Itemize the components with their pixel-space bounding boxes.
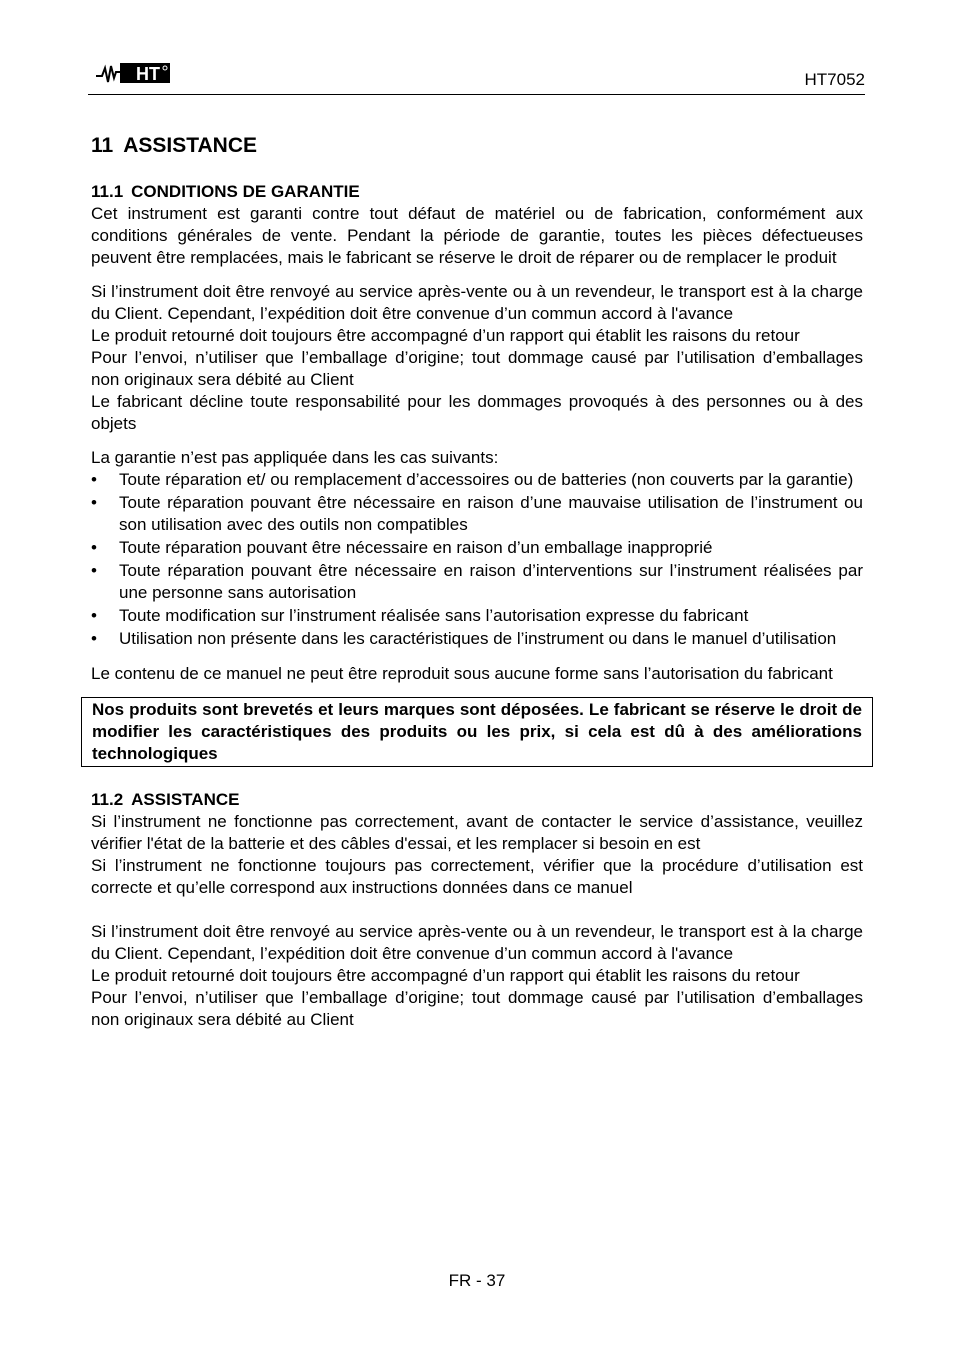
subsection-title-assistance: 11.2 ASSISTANCE: [91, 790, 240, 809]
subsection-title-warranty: 11.1 CONDITIONS DE GARANTIE: [91, 182, 360, 201]
list-item: • Toute réparation et/ ou remplacement d’accessoires ou de batteries (non couverts par la garantie): [91, 470, 854, 489]
list-item: • Toute réparation pouvant être nécessaire en raison d’interventions sur l’instrument réalisées par une personne sans autorisation: [91, 561, 863, 602]
exclusions-list: [91, 469, 863, 650]
ht-logo: [94, 60, 172, 86]
page-number: FR - 37: [448, 1271, 506, 1290]
copyright-paragraph: Le contenu de ce manuel ne peut être reproduit sous aucune forme sans l’autorisation du fabricant: [91, 664, 833, 683]
list-item: • Utilisation non présente dans les caractéristiques de l’instrument ou dans le manuel d’utilisation: [91, 629, 837, 648]
return-paragraph-line: Le produit retourné doit toujours être accompagné d’un rapport qui établit les raisons du retour: [91, 326, 800, 345]
assistance-paragraph-line: Si l’instrument ne fonctionne pas correctement, avant de contacter le service d’assistance, veuillez vérifier l'état de la batterie et des câbles d'essai, et les remplacer si besoin en est: [91, 812, 863, 853]
bullet-icon: •: [91, 470, 97, 489]
return-paragraph-line: Si l’instrument doit être renvoyé au service après-vente ou à un revendeur, le transport est à la charge du Client. Cependant, l’expédition doit être convenue d’un commun accord à l'avance: [91, 282, 863, 323]
page-header: [88, 58, 865, 95]
model-name: HT7052: [804, 70, 865, 89]
return-paragraph-line: Le fabricant décline toute responsabilité pour les dommages provoqués à des personnes ou à des objets: [91, 392, 863, 433]
bullet-icon: •: [91, 493, 97, 512]
bullet-icon: •: [91, 538, 97, 557]
exclusions-intro: La garantie n’est pas appliquée dans les cas suivants:: [91, 448, 499, 467]
list-item: • Toute modification sur l’instrument réalisée sans l’autorisation expresse du fabricant: [91, 606, 749, 625]
notice-box: Nos produits sont brevetés et leurs marques sont déposées. Le fabricant se réserve le droit de modifier les caractéristiques des produits ou les prix, si cela est dû à des améliorations technologiques: [81, 697, 873, 767]
return-paragraph-line: Le produit retourné doit toujours être accompagné d’un rapport qui établit les raisons du retour: [91, 966, 800, 985]
bullet-icon: •: [91, 606, 97, 625]
assistance-paragraph-line: Si l’instrument ne fonctionne toujours pas correctement, vérifier que la procédure d’utilisation est correcte et qu’elle correspond aux instructions données dans ce manuel: [91, 856, 863, 897]
return-paragraph-line: Si l’instrument doit être renvoyé au service après-vente ou à un revendeur, le transport est à la charge du Client. Cependant, l’expédition doit être convenue d’un commun accord à l'avance: [91, 922, 863, 963]
return-paragraph-line: Pour l’envoi, n’utiliser que l’emballage d’origine; tout dommage causé par l’utilisation d’emballages non originaux sera débité au Client: [91, 988, 863, 1029]
warranty-paragraph: Cet instrument est garanti contre tout défaut de matériel ou de fabrication, conformément aux conditions générales de vente. Pendant la période de garantie, toutes les pièces défectueuses peuvent être remplacées, mais le fabricant se réserve le droit de réparer ou de remplacer le produit: [91, 204, 863, 267]
list-item: • Toute réparation pouvant être nécessaire en raison d’une mauvaise utilisation de l’instrument ou son utilisation avec des outils non compatibles: [91, 493, 863, 534]
page-content: [91, 128, 863, 1031]
section-title: 11 ASSISTANCE: [91, 134, 257, 157]
list-item: • Toute réparation pouvant être nécessaire en raison d’un emballage inapproprié: [91, 538, 713, 557]
bullet-icon: •: [91, 629, 97, 648]
bullet-icon: •: [91, 561, 97, 580]
logo-text: HT: [136, 64, 160, 84]
return-paragraph-line: Pour l’envoi, n’utiliser que l’emballage d’origine; tout dommage causé par l’utilisation d’emballages non originaux sera débité au Client: [91, 348, 863, 389]
